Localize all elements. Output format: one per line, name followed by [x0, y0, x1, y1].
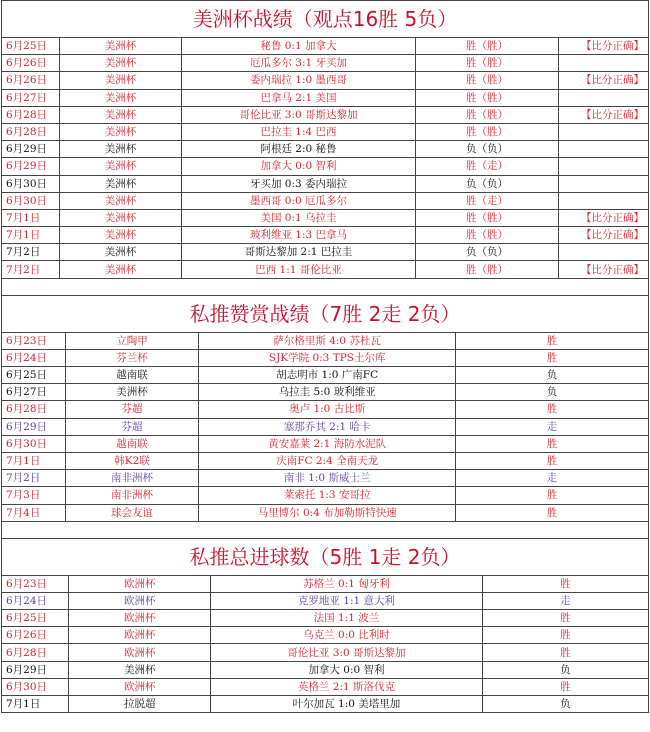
table-row: [2, 192, 649, 209]
league-cell: 南非洲杯: [65, 470, 199, 487]
section-title-copa: 美洲杯战绩（观点16胜 5负）: [1, 0, 649, 37]
date-cell: 6月27日: [2, 89, 60, 106]
section-divider: [1, 522, 649, 538]
section-divider: [1, 279, 649, 295]
table-row: [2, 661, 649, 678]
league-cell: 美洲杯: [60, 72, 182, 89]
note-cell: 【比分正确】: [559, 72, 649, 89]
result-cell: 胜（胜）: [416, 227, 559, 244]
match-cell: 哥伦比亚 3:0 哥斯达黎加: [182, 106, 416, 123]
table-row: [2, 696, 649, 713]
league-cell: 美洲杯: [60, 55, 182, 72]
match-cell: 乌克兰 0:0 比利时: [211, 627, 483, 644]
result-cell: 胜: [455, 487, 648, 504]
result-cell: 胜: [482, 678, 648, 695]
date-cell: 6月28日: [2, 401, 66, 418]
date-cell: 6月24日: [2, 592, 69, 609]
league-cell: 越南联: [65, 435, 199, 452]
match-cell: 巴拉圭 1:4 巴西: [182, 123, 416, 140]
league-cell: 美洲杯: [60, 175, 182, 192]
league-cell: 南非洲杯: [65, 487, 199, 504]
total-goals-table: [1, 575, 649, 714]
result-cell: 胜（胜）: [416, 89, 559, 106]
date-cell: 6月26日: [2, 55, 60, 72]
table-row: [2, 504, 649, 521]
table-row: [2, 627, 649, 644]
date-cell: 7月2日: [2, 244, 60, 261]
table-row: [2, 487, 649, 504]
note-cell: [559, 89, 649, 106]
result-cell: 胜: [455, 504, 648, 521]
result-cell: 负（负）: [416, 141, 559, 158]
result-cell: 胜（胜）: [416, 55, 559, 72]
league-cell: 欧洲杯: [69, 610, 211, 627]
match-cell: 克罗地亚 1:1 意大利: [211, 592, 483, 609]
result-cell: 胜（胜）: [416, 38, 559, 55]
copa-results-table: [1, 37, 649, 279]
match-cell: 黄安嘉莱 2:1 海防水泥队: [199, 435, 456, 452]
note-cell: [559, 158, 649, 175]
date-cell: 6月23日: [2, 575, 69, 592]
match-cell: 加拿大 0:0 智利: [182, 158, 416, 175]
match-cell: 牙买加 0:3 委内瑞拉: [182, 175, 416, 192]
league-cell: 欧洲杯: [69, 592, 211, 609]
league-cell: 美洲杯: [60, 89, 182, 106]
league-cell: 美洲杯: [69, 661, 211, 678]
result-cell: 负: [482, 696, 648, 713]
date-cell: 6月29日: [2, 661, 69, 678]
result-cell: 胜: [455, 349, 648, 366]
result-cell: 胜: [455, 401, 648, 418]
result-cell: 胜: [482, 575, 648, 592]
result-cell: 负: [455, 384, 648, 401]
table-row: [2, 106, 649, 123]
league-cell: 美洲杯: [60, 209, 182, 226]
note-cell: 【比分正确】: [559, 106, 649, 123]
date-cell: 6月25日: [2, 38, 60, 55]
private-picks-table: [1, 332, 649, 522]
table-row: [2, 38, 649, 55]
league-cell: 芬超: [65, 401, 199, 418]
table-row: [2, 244, 649, 261]
note-cell: [559, 175, 649, 192]
date-cell: 6月27日: [2, 384, 66, 401]
league-cell: 欧洲杯: [69, 575, 211, 592]
table-row: [2, 158, 649, 175]
date-cell: 6月26日: [2, 627, 69, 644]
league-cell: 美洲杯: [60, 158, 182, 175]
league-cell: 美洲杯: [60, 261, 182, 278]
result-cell: 胜（走）: [416, 158, 559, 175]
result-cell: 胜（胜）: [416, 209, 559, 226]
table-row: [2, 384, 649, 401]
note-cell: [559, 192, 649, 209]
match-cell: 哥伦比亚 3:0 哥斯达黎加: [211, 644, 483, 661]
result-cell: 胜（走）: [416, 192, 559, 209]
league-cell: 美洲杯: [60, 192, 182, 209]
league-cell: 欧洲杯: [69, 627, 211, 644]
match-cell: 胡志明市 1:0 广南FC: [199, 367, 456, 384]
date-cell: 6月30日: [2, 435, 66, 452]
match-cell: 马里博尔 0:4 布加勒斯特快速: [199, 504, 456, 521]
match-cell: 塞那乔其 2:1 哈卡: [199, 418, 456, 435]
league-cell: 美洲杯: [60, 244, 182, 261]
match-cell: 加拿大 0:0 智利: [211, 661, 483, 678]
result-cell: 胜: [482, 627, 648, 644]
table-row: [2, 175, 649, 192]
match-cell: 墨西哥 0:0 厄瓜多尔: [182, 192, 416, 209]
result-cell: 胜: [482, 644, 648, 661]
table-row: [2, 367, 649, 384]
result-cell: 走: [455, 470, 648, 487]
table-row: [2, 332, 649, 349]
league-cell: 立陶甲: [65, 332, 199, 349]
match-cell: 莱索托 1:3 安哥拉: [199, 487, 456, 504]
note-cell: [559, 244, 649, 261]
date-cell: 7月3日: [2, 487, 66, 504]
table-row: [2, 418, 649, 435]
match-cell: 阿根廷 2:0 秘鲁: [182, 141, 416, 158]
match-cell: 苏格兰 0:1 匈牙利: [211, 575, 483, 592]
table-row: [2, 452, 649, 469]
result-cell: 负: [482, 661, 648, 678]
match-cell: 玻利维亚 1:3 巴拿马: [182, 227, 416, 244]
match-cell: 巴西 1:1 哥伦比亚: [182, 261, 416, 278]
table-row: [2, 141, 649, 158]
match-cell: 哥斯达黎加 2:1 巴拉圭: [182, 244, 416, 261]
date-cell: 6月23日: [2, 332, 66, 349]
match-cell: 南非 1:0 斯威士兰: [199, 470, 456, 487]
result-cell: 胜: [455, 435, 648, 452]
match-cell: 萨尔格里斯 4:0 苏杜瓦: [199, 332, 456, 349]
table-row: [2, 435, 649, 452]
result-cell: 走: [455, 418, 648, 435]
league-cell: 拉脱超: [69, 696, 211, 713]
league-cell: 美洲杯: [65, 384, 199, 401]
match-cell: 庆南FC 2:4 全南天龙: [199, 452, 456, 469]
date-cell: 6月30日: [2, 175, 60, 192]
match-cell: 厄瓜多尔 3:1 牙买加: [182, 55, 416, 72]
table-row: [2, 261, 649, 278]
table-row: [2, 349, 649, 366]
result-cell: 胜（胜）: [416, 72, 559, 89]
date-cell: 6月28日: [2, 644, 69, 661]
date-cell: 6月25日: [2, 610, 69, 627]
table-row: [2, 610, 649, 627]
date-cell: 6月24日: [2, 349, 66, 366]
table-row: [2, 55, 649, 72]
table-row: [2, 209, 649, 226]
note-cell: [559, 141, 649, 158]
result-cell: 胜（胜）: [416, 123, 559, 140]
date-cell: 7月1日: [2, 227, 60, 244]
league-cell: 芬兰杯: [65, 349, 199, 366]
result-cell: 胜: [455, 332, 648, 349]
result-cell: 走: [482, 592, 648, 609]
match-cell: 秘鲁 0:1 加拿大: [182, 38, 416, 55]
match-cell: 英格兰 2:1 斯洛伐克: [211, 678, 483, 695]
table-row: [2, 227, 649, 244]
result-cell: 胜: [482, 610, 648, 627]
table-row: [2, 470, 649, 487]
league-cell: 美洲杯: [60, 123, 182, 140]
match-cell: 美国 0:1 乌拉圭: [182, 209, 416, 226]
match-cell: 叶尔加瓦 1:0 美塔里加: [211, 696, 483, 713]
date-cell: 7月1日: [2, 209, 60, 226]
table-row: [2, 123, 649, 140]
date-cell: 6月29日: [2, 141, 60, 158]
match-cell: 委内瑞拉 1:0 墨西哥: [182, 72, 416, 89]
result-cell: 负（负）: [416, 175, 559, 192]
league-cell: 球会友谊: [65, 504, 199, 521]
match-cell: 乌拉圭 5:0 玻利维亚: [199, 384, 456, 401]
league-cell: 芬超: [65, 418, 199, 435]
table-row: [2, 678, 649, 695]
table-row: [2, 401, 649, 418]
date-cell: 6月26日: [2, 72, 60, 89]
league-cell: 美洲杯: [60, 141, 182, 158]
result-cell: 胜（胜）: [416, 261, 559, 278]
league-cell: 美洲杯: [60, 106, 182, 123]
league-cell: 欧洲杯: [69, 678, 211, 695]
date-cell: 7月2日: [2, 261, 60, 278]
date-cell: 6月25日: [2, 367, 66, 384]
note-cell: 【比分正确】: [559, 209, 649, 226]
league-cell: 越南联: [65, 367, 199, 384]
table-row: [2, 89, 649, 106]
table-row: [2, 644, 649, 661]
table-row: [2, 592, 649, 609]
date-cell: 7月1日: [2, 696, 69, 713]
section-title-private-picks: 私推赞赏战绩（7胜 2走 2负）: [1, 295, 649, 332]
date-cell: 6月30日: [2, 678, 69, 695]
date-cell: 7月2日: [2, 470, 66, 487]
results-page: [1, 0, 649, 713]
table-row: [2, 575, 649, 592]
date-cell: 6月29日: [2, 418, 66, 435]
match-cell: SJK学院 0:3 TPS土尔库: [199, 349, 456, 366]
section-title-total-goals: 私推总进球数（5胜 1走 2负）: [1, 538, 649, 575]
note-cell: 【比分正确】: [559, 38, 649, 55]
date-cell: 7月1日: [2, 452, 66, 469]
league-cell: 美洲杯: [60, 227, 182, 244]
league-cell: 欧洲杯: [69, 644, 211, 661]
date-cell: 6月29日: [2, 158, 60, 175]
note-cell: [559, 123, 649, 140]
match-cell: 法国 1:1 波兰: [211, 610, 483, 627]
date-cell: 6月30日: [2, 192, 60, 209]
result-cell: 负: [455, 367, 648, 384]
table-row: [2, 72, 649, 89]
match-cell: 巴拿马 2:1 美国: [182, 89, 416, 106]
result-cell: 负（负）: [416, 244, 559, 261]
note-cell: 【比分正确】: [559, 227, 649, 244]
date-cell: 6月28日: [2, 123, 60, 140]
league-cell: 韩K2联: [65, 452, 199, 469]
match-cell: 奥卢 1:0 古比斯: [199, 401, 456, 418]
note-cell: [559, 55, 649, 72]
result-cell: 胜: [455, 452, 648, 469]
league-cell: 美洲杯: [60, 38, 182, 55]
result-cell: 胜（胜）: [416, 106, 559, 123]
date-cell: 7月4日: [2, 504, 66, 521]
note-cell: 【比分正确】: [559, 261, 649, 278]
date-cell: 6月28日: [2, 106, 60, 123]
